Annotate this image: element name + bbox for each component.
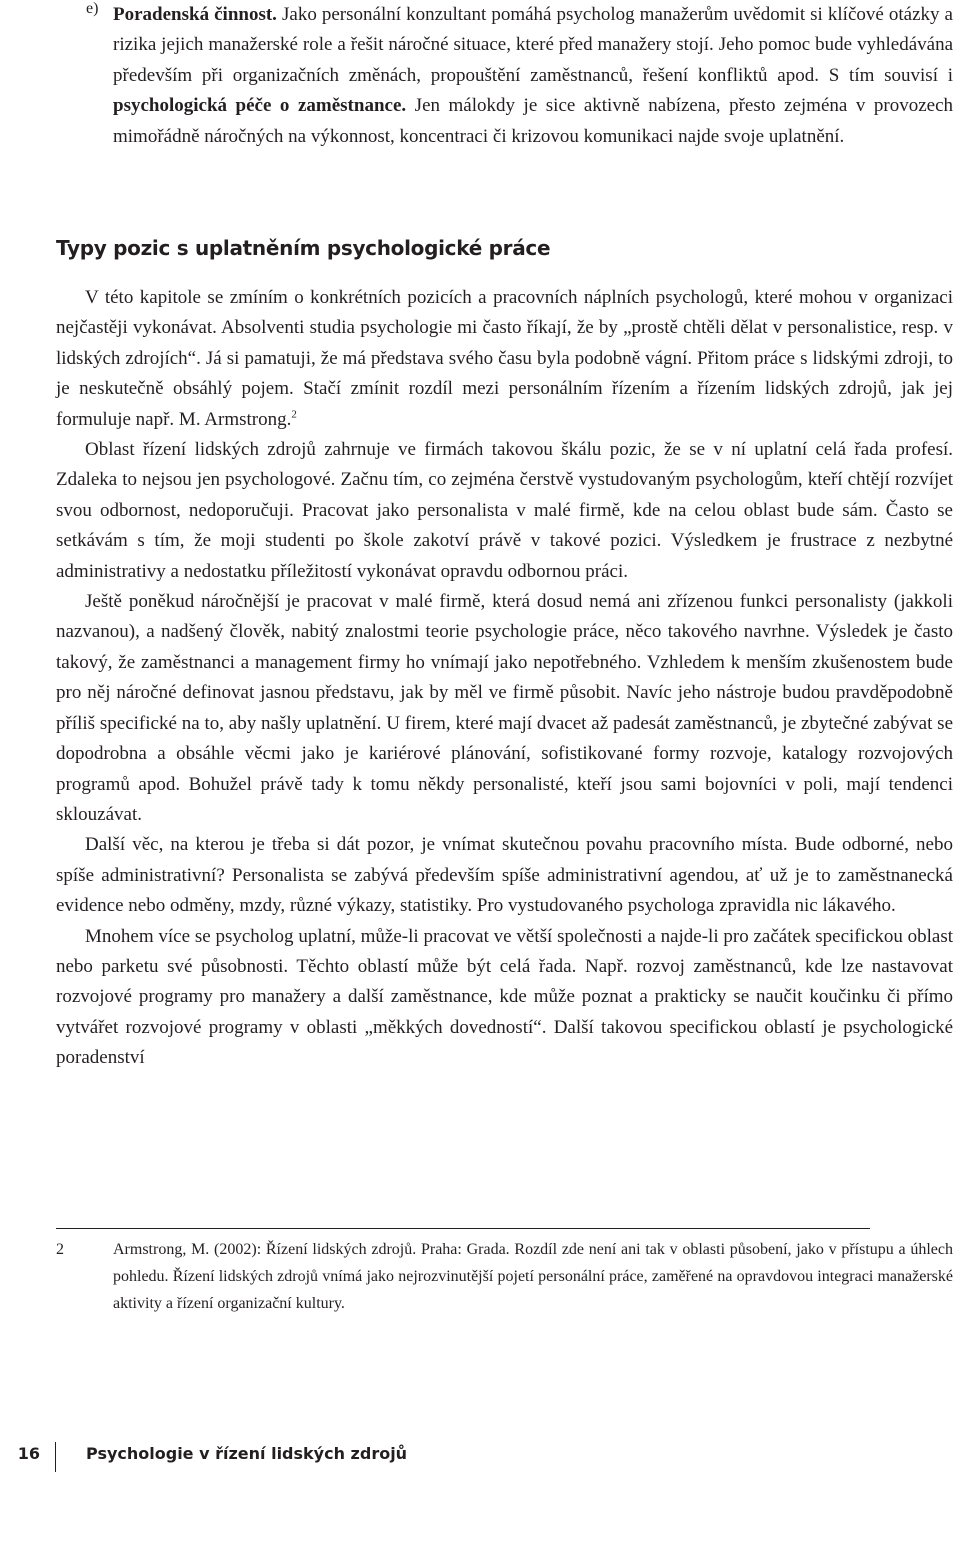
footnote-reference[interactable]: 2 [291, 408, 297, 421]
item-text-2: Jen málokdy je sice aktivně nabízena, přesto zejména v provozech mimořádně náročných na výkonnost, koncentraci či krizovou komunikaci najde svoje uplatnění. [113, 95, 954, 147]
paragraph-2: Oblast řízení lidských zdrojů zahrnuje ve firmách takovou škálu pozic, že se v ní uplatní celá řada profesí. Zdaleka to nejsou jen psychologové. Začnu tím, co zejména čerstvě vystudovaným psychologům, kteří chtějí rozvíjet svou odbornost, nedoporučuji. Pracovat jako personalista v malé firmě, kde na celou oblast bude sám. Často se setkávám s tím, že moji studenti po škole zakotví právě v takové pozici. Výsledkem je frustrace z nezbytné administrativy a nedostatku příležitostí vykonávat opravdu odbornou práci. [56, 439, 953, 582]
section-heading: Typy pozic s uplatněním psychologické práce [56, 236, 551, 260]
section-body [56, 283, 953, 1074]
item-lead-bold: Poradenská činnost. [113, 4, 277, 25]
paragraph-1 [56, 283, 953, 435]
running-title: Psychologie v řízení lidských zdrojů [86, 1444, 408, 1463]
footnote-text: Armstrong, M. (2002): Řízení lidských zdrojů. Praha: Grada. Rozdíl zde není ani tak v oblasti působení, jako v přístupu a úhlech pohledu. Řízení lidských zdrojů vnímá jako nejrozvinutější pojetí personální práce, zaměřené na opravdovou integraci manažerské aktivity a řízení organizační kultury. [113, 1241, 953, 1312]
footnote [56, 1236, 953, 1317]
paragraph-5: Mnohem více se psycholog uplatní, může-li pracovat ve větší společnosti a najde-li pro začátek specifickou oblast nebo parketu své působnosti. Těchto oblastí může být celá řada. Např. rozvoj zaměstnanců, kde lze nastavovat rozvojové programy pro manažery a další zaměstnance, kde může poznat a prakticky se naučit koučinku či přímo vytvářet rozvojové programy v oblasti „měkkých dovedností“. Další takovou specifickou oblastí je psychologické poradenství [56, 925, 953, 1069]
footer-divider [55, 1442, 56, 1472]
page-number: 16 [17, 1444, 40, 1463]
page-footer [0, 1444, 960, 1474]
paragraph-1-text: V této kapitole se zmíním o konkrétních pozicích a pracovních náplních psychologů, které mohou v organizaci nejčastěji vykonávat. Absolventi studia psychologie mi často říkají, že by „prostě chtěli dělat v personalistice, resp. v lidských zdrojích“. Já si pamatuji, že má představa svého času byla podobně vágní. Přitom práce s lidskými zdroji, to je neskutečně obsáhlý pojem. Stačí zmínit rozdíl mezi personálním řízením a řízením lidských zdrojů, jak jej formuluje např. M. Armstrong. [56, 287, 953, 430]
list-marker: e) [86, 0, 99, 17]
footnote-number: 2 [56, 1241, 64, 1258]
paragraph-4: Další věc, na kterou je třeba si dát pozor, je vnímat skutečnou povahu pracovního místa. Bude odborné, nebo spíše administrativní? Personalista se zabývá především spíše administrativní agendou, ať už je to zaměstnanecká evidence nebo odměny, mzdy, různé výkazy, statistiky. Pro vystudovaného psychologa zpravidla nic lákavého. [56, 834, 953, 917]
list-item-text [56, 0, 953, 152]
item-text-1: Jako personální konzultant pomáhá psycholog manažerům uvědomit si klíčové otázky a rizika jejich manažerské role a řešit náročné situace, které před manažery stojí. Jeho pomoc bude vyhledávána především při organizačních změnách, propouštění zaměstnanců, řešení konfliktů apod. S tím souvisí i [113, 4, 953, 86]
item-bold-2: psychologická péče o zaměstnance. [113, 95, 407, 117]
list-item-e [56, 0, 953, 152]
footnote-divider [56, 1228, 870, 1229]
paragraph-3: Ještě poněkud náročnější je pracovat v malé firmě, která dosud nemá ani zřízenou funkci personalisty (jakkoli nazvanou), a nadšený člověk, nabitý znalostmi teorie psychologie práce, něco takového navrhne. Výsledek je často takový, že zaměstnanci a management firmy ho vnímají jako nepotřebného. Vzhledem k menším zkušenostem bude pro něj náročné definovat jasnou představu, jak by měl ve firmě působit. Navíc jeho nástroje budou pravděpodobně příliš specifické na to, aby našly uplatnění. U firem, které mají dvacet až padesát zaměstnanců, je zbytečné zabývat se dopodrobna a obsáhle věcmi jako je kariérové plánování, sofistikované formy rozvoje, katalogy rozvojových programů apod. Bohužel právě tady k tomu někdy personalisté, kteří jsou sami bojovníci v poli, mají tendenci sklouzávat. [56, 591, 953, 825]
